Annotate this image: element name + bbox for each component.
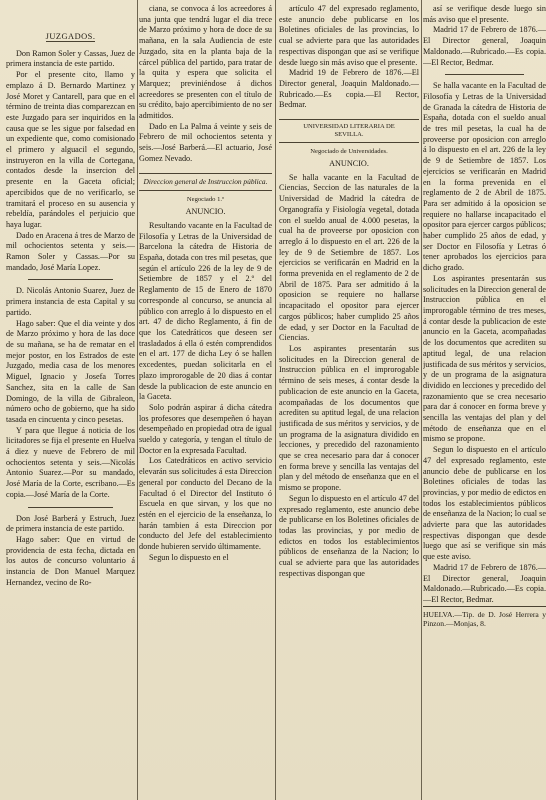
column-1 <box>6 4 135 796</box>
separator <box>28 279 113 280</box>
column-divider <box>421 0 422 800</box>
university-name: UNIVERSIDAD LITERARIA DE <box>303 123 395 131</box>
edict-paragraph: ciana, se convoca á los acreedores á una junta que tendrá lugar el dia trece de Marzo próximo y hora de doce de su mañana, en la sala Audiencia de este Juzgado, sita en la planta baja de la cárcel pública del partido, para tratar de la quita y espera que solicita el Marquez; previniéndose á dichos acreedores se presenten con el título de su crédito, bajo apercibimiento de no ser admitidos. <box>139 4 272 121</box>
section-header-instruccion <box>139 173 272 192</box>
edict-paragraph: Dado en Aracena á tres de Marzo de mil ochocientos setenta y seis.—Ramon Soler y Cassas.—Por su mandado, José María Lopez. <box>6 230 135 272</box>
notice-paragraph: Los Catedráticos en activo servicio elevarán sus solicitudes á esta Direccion general por conducto del Decano de la Facultad ó el Director del Instituto ó Escuela en que sirvan, y los que no estén en el ejercicio de la enseñanza, lo harán tambien á esta Direccion por conducto del Jefe del establecimiento donde hubieren servido últimamente. <box>139 456 272 552</box>
section-title: Direccion general de Instruccion pública. <box>143 176 268 186</box>
university-city: SEVILLA. <box>334 131 364 139</box>
notice-paragraph: Madrid 19 de Febrero de 1876.—El Director general, Joaquin Maldonado.—Rubricado.—Es copia.—El Rector, Bedmar. <box>279 68 419 110</box>
notice-paragraph: artículo 47 del expresado reglamento, este anuncio debe publicarse en los Boletines oficiales de las provincias, lo cual se advierte para que las autoridades respectivas dispongan que así se verifique desde luego sin más aviso que el presente. <box>279 4 419 67</box>
edict-paragraph: Hago saber: Que el dia veinte y dos de Marzo próximo y hora de las doce de su mañana, se ha de rematar en el mejor postor, en los Estrados de este Juzgado, media casa de los menores Miguel, Ignacio y Josefa Torres Sanchez, sita en la calle de San Domingo, de la villa de Gibraleon, número ocho de gobierno, que ha sido tasada en cincuenta y cinco pesetas. <box>6 318 135 424</box>
notice-paragraph: Se halla vacante en la Facultad de Filosofía y Letras de la Universidad de Granada la cátedra de Historia de España, dotada con el sueldo anual de tres mil pesetas, la cual ha de proveerse por oposicion con arreglo á lo dispuesto en el art. 226 de la ley de 9 de Setiembre de 1857. Los ejercicios se verificarán en Madrid en la forma prevenida en el reglamento de 2 de Abril de 1875. Para ser admitido á la oposicion se requiere no hallarse incapacitado el opositor para ejercer cargos públicos; haber cumplido 25 años de edad, y ser Doctor en Filosofía y Letras ó tener aprobados los ejercicios para dicho grado. <box>423 81 546 273</box>
column-divider <box>275 0 276 800</box>
edict-paragraph: Don José Barberá y Estruch, Juez de primera instancia de este partido. <box>6 513 135 534</box>
negociado-label: Negociado 1.º <box>186 196 225 204</box>
notice-paragraph: Los aspirantes presentarán sus solicitudes en la Direccion general de Instruccion pública en el improrogable término de tres meses, á contar desde la publicacion de este anuncio en la Gaceta, acompañadas de los documentos que acrediten su aptitud legal, de una relacion justificada de sus méritos y servicios, y de un programa de la asignatura dividido en lecciones y precedido del razonamiento que se crea necesario para dar á conocer en forma breve y sencilla las ventajas del plan y del método de enseñanza que en el mismo se propone. <box>423 273 546 444</box>
notice-paragraph: Segun lo dispuesto en el <box>149 552 229 562</box>
edict-paragraph: Don Ramon Soler y Cassas, Juez de primera instancia de este partido. <box>6 48 135 69</box>
column-2 <box>139 4 272 796</box>
separator <box>28 507 113 508</box>
notice-paragraph: Se halla vacante en la Facultad de Ciencias, Seccion de las naturales de la Universidad de Madrid la cátedra de Organografía y Fisiología vegetal, dotada con el sueldo anual de 4.000 pesetas, la cual ha de proveerse por oposicion con arreglo á lo dispuesto en el art. 226 de la ley de 9 de Setiembre de 1857. Los ejercicios se verificarán en Madrid en la forma prevenida en el reglamento de 2 de Abril de 1875. Para ser admitido á la oposicion se requiere no hallarse incapacitado el opositor para ejercer cargos públicos; haber cumplido 25 años de edad, y ser Doctor en la Facultad de Ciencias. <box>279 172 419 343</box>
notice-paragraph: Resultando vacante en la Facultad de Filosofía y Letras de la Universidad de Barcelona la cátedra de Historia de España, dotada con tres mil pesetas, que según el artículo 226 de la ley de 9 de Setiembre de 1857 y el 2.º del Reglamento de 15 de Enero de 1870 corresponde al concurso, se anuncia al público con arreglo á lo dispuesto en el art. 47 de dicho Reglamento, á fin de que los Catedráticos que deseen ser trasladados á ella ó estén comprendidos en el art. 177 de dicha Ley ó se hallen excedentes, puedan solicitarla en el plazo improrogable de 20 dias á contar desde la publicacion de este anuncio en la Gaceta. <box>139 220 272 402</box>
negociado-label: Negociado de Universidades. <box>310 148 388 156</box>
notice-paragraph: Los aspirantes presentarán sus solicitudes en la Direccion general de Instruccion pública en el improrogable término de seis meses, á contar desde la publicacion de este anuncio en la Gaceta, acompañadas de los documentos que acrediten su aptitud legal, de una relacion justificada de sus méritos y servicios, y de un programa de la asignatura dividido en lecciones, y precedido del razonamiento que se crea necesario para dar á conocer en forma breve y sencilla las ventajas del plan y del método de enseñanza que en el mismo se propone. <box>279 343 419 493</box>
column-divider <box>137 0 138 800</box>
column-3 <box>279 4 419 796</box>
anuncio-title: ANUNCIO. <box>185 207 226 217</box>
notice-paragraph: así se verifique desde luego sin más aviso que el presente. <box>423 4 546 24</box>
notice-paragraph: Segun lo dispuesto en el artículo 47 del expresado reglamento, este anuncio debe de publicarse en los Boletines oficiales de todas las provincias, y por medio de edictos en todos los establecimientos públicos de enseñanza de la Nacion; lo cual se advierte para que las autoridades respectivas dispongan que <box>279 493 419 578</box>
edict-paragraph: Y para que llegue á noticia de los licitadores se fija el presente en Huelva á diez y nueve de Febrero de mil ochocientos setenta y seis.—Nicolás Antonio Suarez.—Por su mandado, José María de la Corte, escribano.—Es copia.—José María de la Corte. <box>6 425 135 499</box>
notice-paragraph: Madrid 17 de Febrero de 1876.—El Director general, Joaquin Maldonado.—Rubricado.—Es copia.—El Rector, Bedmar. <box>423 562 546 604</box>
anuncio-title: ANUNCIO. <box>329 159 369 169</box>
edict-paragraph: Dado en La Palma á veinte y seis de Febrero de mil ochocientos setenta y seis.—José Barberá.—El actuario, José Gomez Nevado. <box>139 121 272 163</box>
edict-paragraph: Hago saber: Que en virtud de providencia de esta fecha, dictada en los autos de concurso voluntario á instancia de Don Manuel Marquez Hernandez, vecino de Ro- <box>6 534 135 587</box>
printer-footer: HUELVA.—Tip. de D. José Herrera y Pinzon.—Monjas, 8. <box>423 606 546 629</box>
notice-paragraph: Madrid 17 de Febrero de 1876.—El Director general, Joaquin Maldonado.—Rubricado.—Es copia.—El Rector, Bedmar. <box>423 25 546 67</box>
section-header-juzgados: JUZGADOS. <box>45 32 96 41</box>
notice-paragraph: Segun lo dispuesto en el artículo 47 del expresado reglamento, este anuncio debe de publicarse en los Boletines oficiales de todas las provincias, y por medio de edictos en todos los establecimientos públicos de enseñanza de la Nacion; lo cual se advierte para que las autoridades respectivas dispongan que desde luego que así se verifique sin más que este aviso. <box>423 445 546 562</box>
edict-paragraph: Por el presente cito, llamo y emplazo á D. Bernardo Martinez y José Moret y Cantarell, para que en el término de treinta dias comparezcan en este Juzgado para ser inquiridos en la causa que se les sigue por falsedad en un expediente que, como comisionado el primero y alguacil el segundo, instruyeron en la villa de Cortegana, contados desde la insercion del presente en la Gaceta oficial; apercibidos que de no verificarlo, se tramitará el proceso en su ausencia y rebeldía, parándoles el perjuicio que haya lugar. <box>6 70 135 229</box>
edict-paragraph: D. Nicolás Antonio Suarez, Juez de primera instancia de esta Capital y su partido. <box>6 286 135 317</box>
column-4 <box>423 4 546 796</box>
section-header-universidad <box>279 119 419 143</box>
notice-paragraph: Solo podrán aspirar á dicha cátedra los profesores que desempeñen ó hayan desempeñado en propiedad otra de igual sueldo y categoría, y tengan el título de Doctor en la expresada Facultad. <box>139 402 272 455</box>
separator <box>445 74 524 75</box>
